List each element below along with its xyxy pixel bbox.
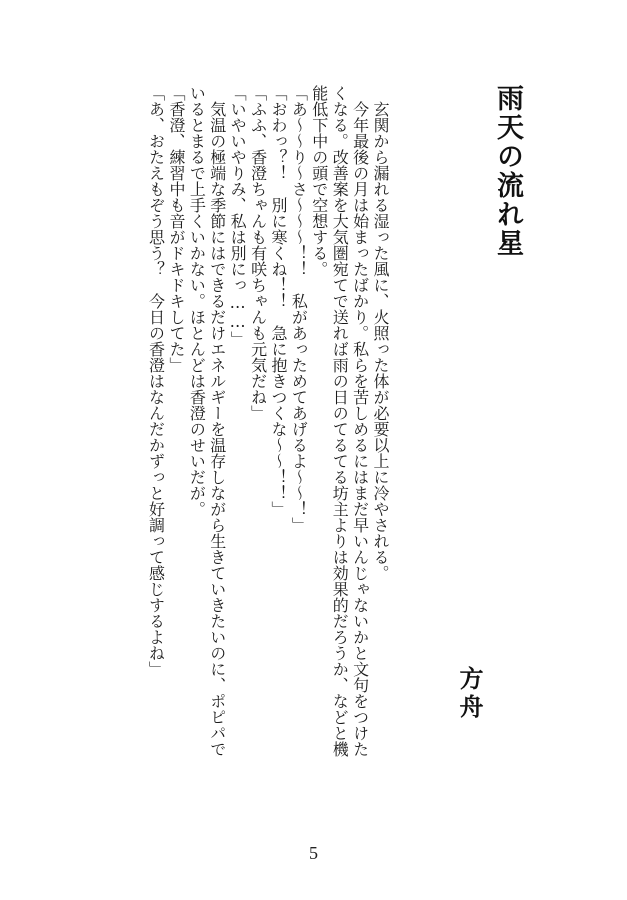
body-text bbox=[90, 85, 390, 765]
paragraph-3: 気温の極端な季節にはできるだけエネルギーを温存しながら生きていきたいのに、ポピパでいるとまるで上手くいかない。ほとんどは香澄のせいだが。 bbox=[187, 85, 227, 757]
dialogue-line-5: 「香澄、練習中も音がドキドキしてた」 bbox=[166, 85, 186, 373]
author-name: 方舟 bbox=[455, 666, 483, 722]
dialogue-line-6: 「あ、おたえもぞう思う？ 今日の香澄はなんだかずっと好調って感じするよね」 bbox=[146, 85, 166, 677]
dialogue-line-4: 「いやいやりみ、私は別にっ……」 bbox=[228, 85, 248, 347]
dialogue-line-2: 「おわっ？！ 別に寒くね！！ 急に抱きつくな～～！！」 bbox=[268, 85, 288, 517]
paragraph-2: 今年最後の月は始まったばかり。私らを苦しめるにはまだ早いんじゃないかと文句をつけたくなる。改善案を大気圏宛てで送れば雨の日のてるてる坊主よりは効果的だろうか、などと機能低下中の頭で空想する。 bbox=[309, 85, 370, 757]
page-number: 5 bbox=[309, 843, 318, 863]
dialogue-line-1: 「あ～～り～さ～～～！！ 私があっためてあげるよ～～！」 bbox=[289, 85, 309, 533]
paragraph-1: 玄関から漏れる湿った風に、火照った体が必要以上に冷やされる。 bbox=[371, 101, 390, 581]
story-title: 雨天の流れ星 bbox=[492, 84, 523, 258]
dialogue-line-3: 「ふふ、香澄ちゃんも有咲ちゃんも元気だね」 bbox=[248, 85, 268, 421]
